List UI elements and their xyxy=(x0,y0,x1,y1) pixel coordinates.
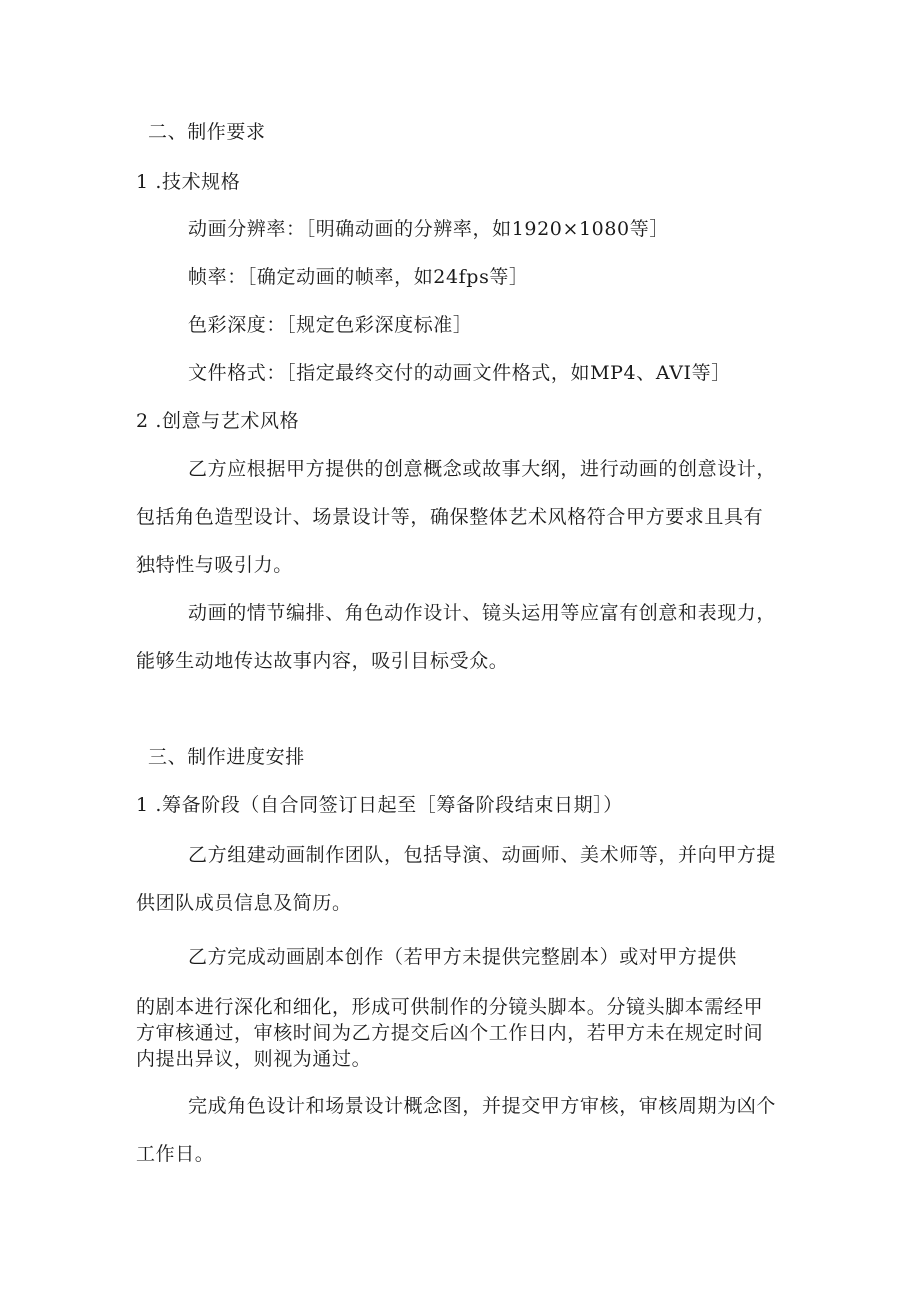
spec-file-format: 文件格式：［指定最终交付的动画文件格式，如MP4、AVI等］ xyxy=(188,362,731,384)
paragraph-line: 方审核通过，审核时间为乙方提交后凶个工作日内，若甲方未在规定时间 xyxy=(136,1022,764,1044)
paragraph-line: 乙方应根据甲方提供的创意概念或故事大纲，进行动画的创意设计， xyxy=(188,458,777,480)
paragraph-line: 包括角色造型设计、场景设计等，确保整体艺术风格符合甲方要求且具有 xyxy=(136,506,764,528)
subsection-title-preparation-stage: 1 .筹备阶段（自合同签订日起至［筹备阶段结束日期］） xyxy=(136,794,623,816)
spec-frame-rate: 帧率：［确定动画的帧率，如24fps等］ xyxy=(188,266,529,288)
paragraph-line: 内提出异议，则视为通过。 xyxy=(136,1048,372,1070)
paragraph-line: 的剧本进行深化和细化，形成可供制作的分镜头脚本。分镜头脚本需经甲 xyxy=(136,996,764,1018)
paragraph-line: 乙方完成动画剧本创作（若甲方未提供完整剧本）或对甲方提供 xyxy=(188,946,737,968)
paragraph-line: 能够生动地传达故事内容，吸引目标受众。 xyxy=(136,650,509,672)
paragraph-line: 供团队成员信息及简历。 xyxy=(136,892,352,914)
paragraph-line: 独特性与吸引力。 xyxy=(136,554,293,576)
paragraph-line: 乙方组建动画制作团队，包括导演、动画师、美术师等，并向甲方提 xyxy=(188,844,777,866)
paragraph-line: 工作日。 xyxy=(136,1143,215,1165)
paragraph-line: 动画的情节编排、角色动作设计、镜头运用等应富有创意和表现力， xyxy=(188,602,777,624)
spec-resolution: 动画分辨率：［明确动画的分辨率，如1920×1080等］ xyxy=(188,218,669,240)
subsection-title-technical-specs: 1 .技术规格 xyxy=(136,171,241,193)
paragraph-line: 完成角色设计和场景设计概念图，并提交甲方审核，审核周期为凶个 xyxy=(188,1095,777,1117)
spec-color-depth: 色彩深度：［规定色彩深度标准］ xyxy=(188,314,473,336)
section-heading-schedule: 三、制作进度安排 xyxy=(148,746,305,768)
subsection-title-creative-style: 2 .创意与艺术风格 xyxy=(136,410,300,432)
section-heading-production-requirements: 二、制作要求 xyxy=(148,121,266,143)
